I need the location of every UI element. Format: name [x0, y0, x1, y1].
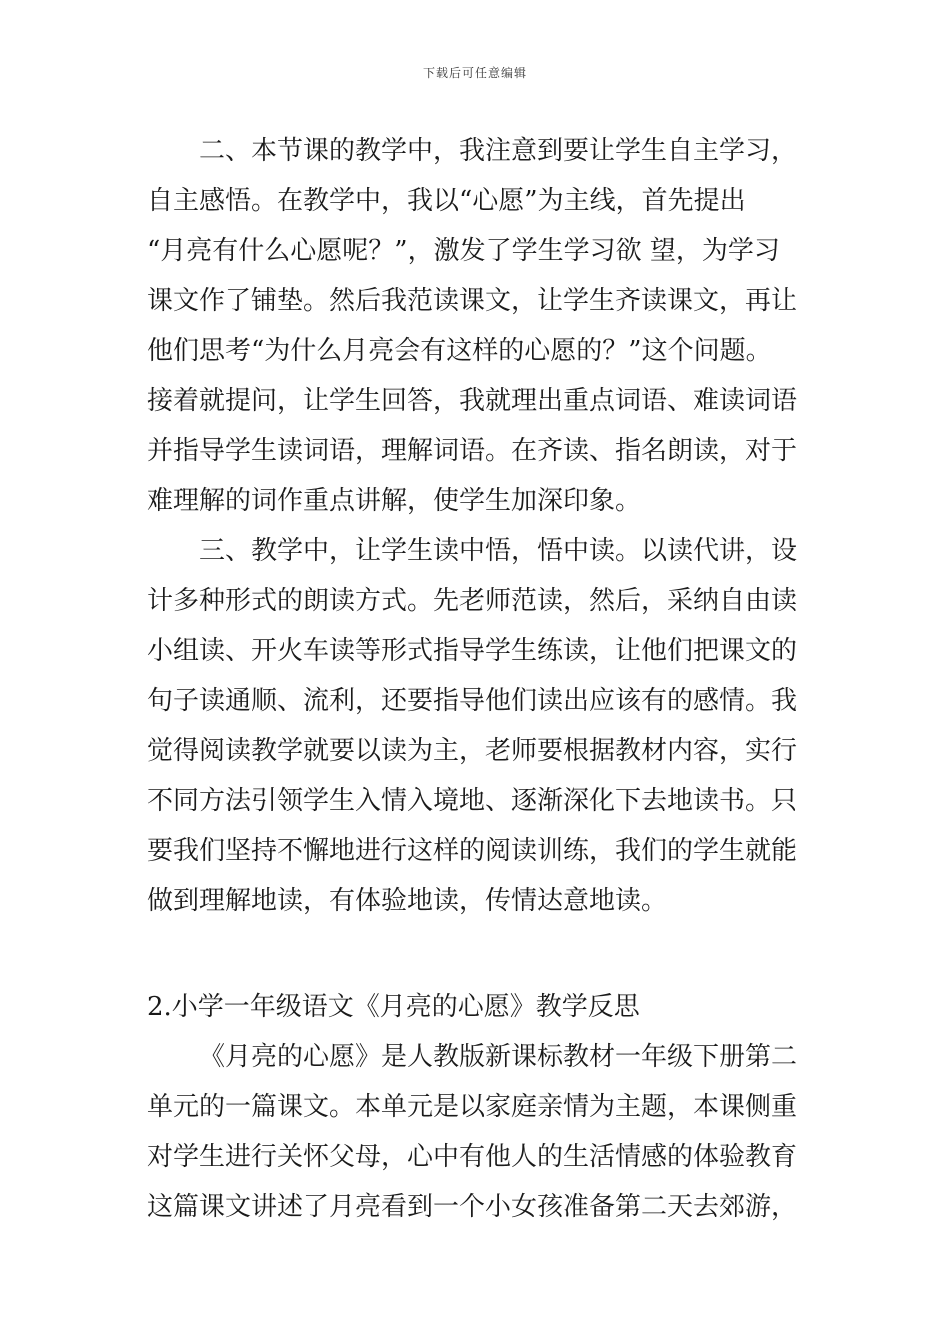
text-line: “月亮有什么心愿呢？”，激发了学生学习欲 望，为学习: [147, 236, 780, 266]
text-line: 计多种形式的朗读方式。先老师范读，然后，采纳自由读: [147, 586, 798, 616]
text-line: 单元的一篇课文。本单元是以家庭亲情为主题，本课侧重: [147, 1092, 798, 1122]
text-line: 对学生进行关怀父母，心中有他人的生活情感的体验教育: [147, 1142, 798, 1172]
document-body: [147, 126, 807, 1232]
paragraph-intro: [147, 1032, 807, 1232]
text-line: 不同方法引领学生入情入境地、逐渐深化下去地读书。只: [147, 786, 798, 816]
text-line: 这篇课文讲述了月亮看到一个小女孩准备第二天去郊游，: [147, 1192, 798, 1222]
text-line: 课文作了铺垫。然后我范读课文，让学生齐读课文，再让: [147, 286, 798, 316]
section-heading: 2.小学一年级语文《月亮的心愿》教学反思: [147, 992, 640, 1022]
text-line: 做到理解地读，有体验地读，传情达意地读。: [147, 886, 668, 916]
text-line: 他们思考“为什么月亮会有这样的心愿的？”这个问题。: [147, 336, 772, 366]
text-line: 要我们坚持不懈地进行这样的阅读训练，我们的学生就能: [147, 836, 798, 866]
text-line: 小组读、开火车读等形式指导学生练读，让他们把课文的: [147, 636, 798, 666]
text-line: 接着就提问，让学生回答，我就理出重点词语、难读词语: [147, 386, 798, 416]
text-line: 并指导学生读词语，理解词语。在齐读、指名朗读，对于: [147, 436, 798, 466]
text-line: 句子读通顺、流利，还要指导他们读出应该有的感情。我: [147, 686, 798, 716]
text-line: 二、本节课的教学中，我注意到要让学生自主学习，: [199, 136, 798, 166]
text-line: 觉得阅读教学就要以读为主，老师要根据教材内容，实行: [147, 736, 798, 766]
page-header: 下载后可任意编辑: [422, 66, 527, 80]
section-gap: [147, 926, 807, 982]
text-line: 三、教学中，让学生读中悟，悟中读。以读代讲，设: [199, 536, 798, 566]
text-line: 《月亮的心愿》是人教版新课标教材一年级下册第二: [199, 1042, 798, 1072]
text-line: 自主感悟。在教学中，我以“心愿”为主线，首先提出: [147, 186, 746, 216]
paragraph-reflection-2: [147, 126, 807, 526]
paragraph-reflection-3: [147, 526, 807, 926]
text-line: 难理解的词作重点讲解，使学生加深印象。: [147, 486, 642, 516]
